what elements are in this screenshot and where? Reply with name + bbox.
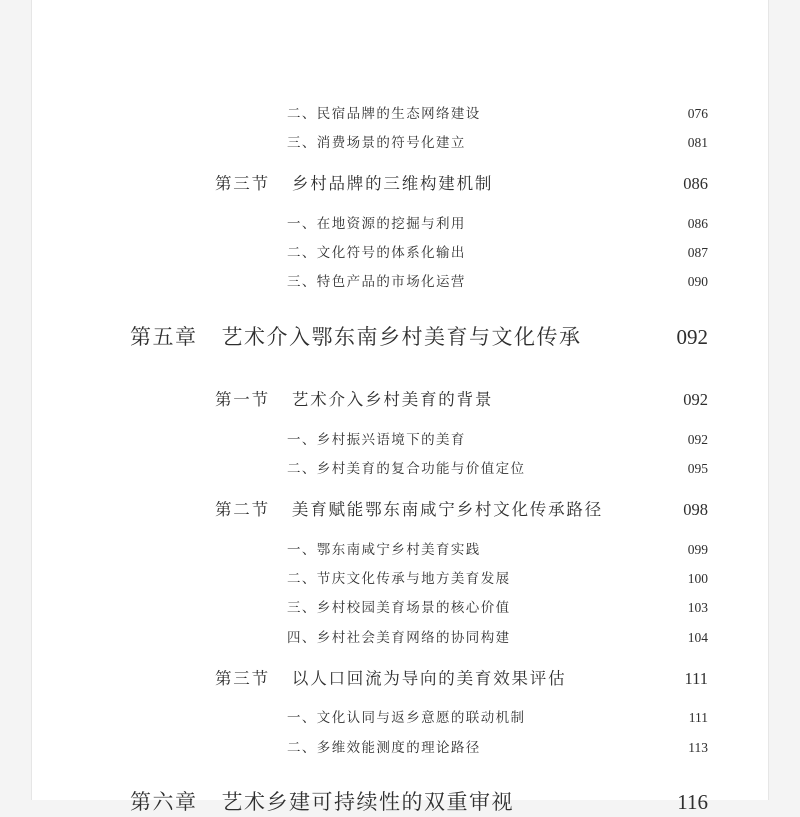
chapter-label: 第五章: [130, 325, 198, 349]
section-heading: [215, 495, 603, 525]
section-label: 第三节: [215, 669, 270, 688]
page-number: 081: [687, 135, 708, 150]
toc-section[interactable]: [0, 169, 800, 199]
item-title: 一、文化认同与返乡意愿的联动机制: [287, 710, 526, 726]
item-title: 三、特色产品的市场化运营: [287, 274, 466, 290]
item-title: 二、文化符号的体系化输出: [287, 245, 466, 261]
page-number: 087: [687, 245, 708, 260]
toc-item[interactable]: [0, 209, 800, 239]
chapter-heading: [130, 322, 582, 352]
toc-section[interactable]: [0, 495, 800, 525]
section-label: 第一节: [215, 390, 270, 409]
item-title: 三、乡村校园美育场景的核心价值: [287, 600, 511, 616]
page-number: 098: [683, 500, 708, 519]
page-number: 104: [687, 630, 708, 645]
page-number: 090: [687, 274, 708, 289]
page-number: 113: [688, 740, 708, 755]
toc-chapter[interactable]: [0, 787, 800, 817]
item-title: 一、鄂东南咸宁乡村美育实践: [287, 542, 481, 558]
chapter-title: 艺术介入鄂东南乡村美育与文化传承: [221, 325, 582, 349]
toc-item[interactable]: [0, 593, 800, 623]
item-title: 二、节庆文化传承与地方美育发展: [287, 571, 511, 587]
page-number: 103: [687, 600, 708, 615]
page-number: 099: [687, 542, 708, 557]
section-heading: [215, 385, 493, 415]
chapter-title: 艺术乡建可持续性的双重审视: [221, 790, 514, 814]
item-title: 二、民宿品牌的生态网络建设: [287, 106, 481, 122]
toc-item[interactable]: [0, 267, 800, 297]
toc-item[interactable]: [0, 564, 800, 594]
toc-section[interactable]: [0, 385, 800, 415]
chapter-label: 第六章: [130, 790, 198, 814]
toc-item[interactable]: [0, 623, 800, 653]
toc-item[interactable]: [0, 238, 800, 268]
section-label: 第二节: [215, 500, 270, 519]
toc-item[interactable]: [0, 703, 800, 733]
item-title: 二、乡村美育的复合功能与价值定位: [287, 461, 526, 477]
page-number: 092: [687, 432, 708, 447]
section-label: 第三节: [215, 174, 270, 193]
page-number: 116: [677, 790, 708, 814]
toc-section[interactable]: [0, 664, 800, 694]
section-title: 乡村品牌的三维构建机制: [291, 174, 494, 193]
toc-item[interactable]: [0, 425, 800, 455]
page-number: 111: [688, 710, 708, 725]
item-title: 三、消费场景的符号化建立: [287, 135, 466, 151]
page-number: 086: [687, 216, 708, 231]
section-title: 以人口回流为导向的美育效果评估: [291, 669, 567, 688]
section-title: 美育赋能鄂东南咸宁乡村文化传承路径: [291, 500, 604, 519]
item-title: 二、多维效能测度的理论路径: [287, 740, 481, 756]
page-number: 076: [687, 106, 708, 121]
page-number: 111: [684, 669, 708, 688]
item-title: 一、在地资源的挖掘与利用: [287, 216, 466, 232]
page-number: 086: [683, 174, 708, 193]
toc-chapter[interactable]: [0, 322, 800, 352]
page-number: 095: [687, 461, 708, 476]
page-number: 092: [676, 325, 708, 349]
page-number: 100: [687, 571, 708, 586]
toc-item[interactable]: [0, 535, 800, 565]
section-heading: [215, 169, 493, 199]
page-number: 092: [683, 390, 708, 409]
chapter-heading: [130, 787, 514, 817]
toc-item[interactable]: [0, 128, 800, 158]
section-title: 艺术介入乡村美育的背景: [291, 390, 494, 409]
toc-item[interactable]: [0, 733, 800, 763]
item-title: 四、乡村社会美育网络的协同构建: [287, 630, 511, 646]
item-title: 一、乡村振兴语境下的美育: [287, 432, 466, 448]
toc-item[interactable]: [0, 99, 800, 129]
toc-item[interactable]: [0, 454, 800, 484]
section-heading: [215, 664, 566, 694]
